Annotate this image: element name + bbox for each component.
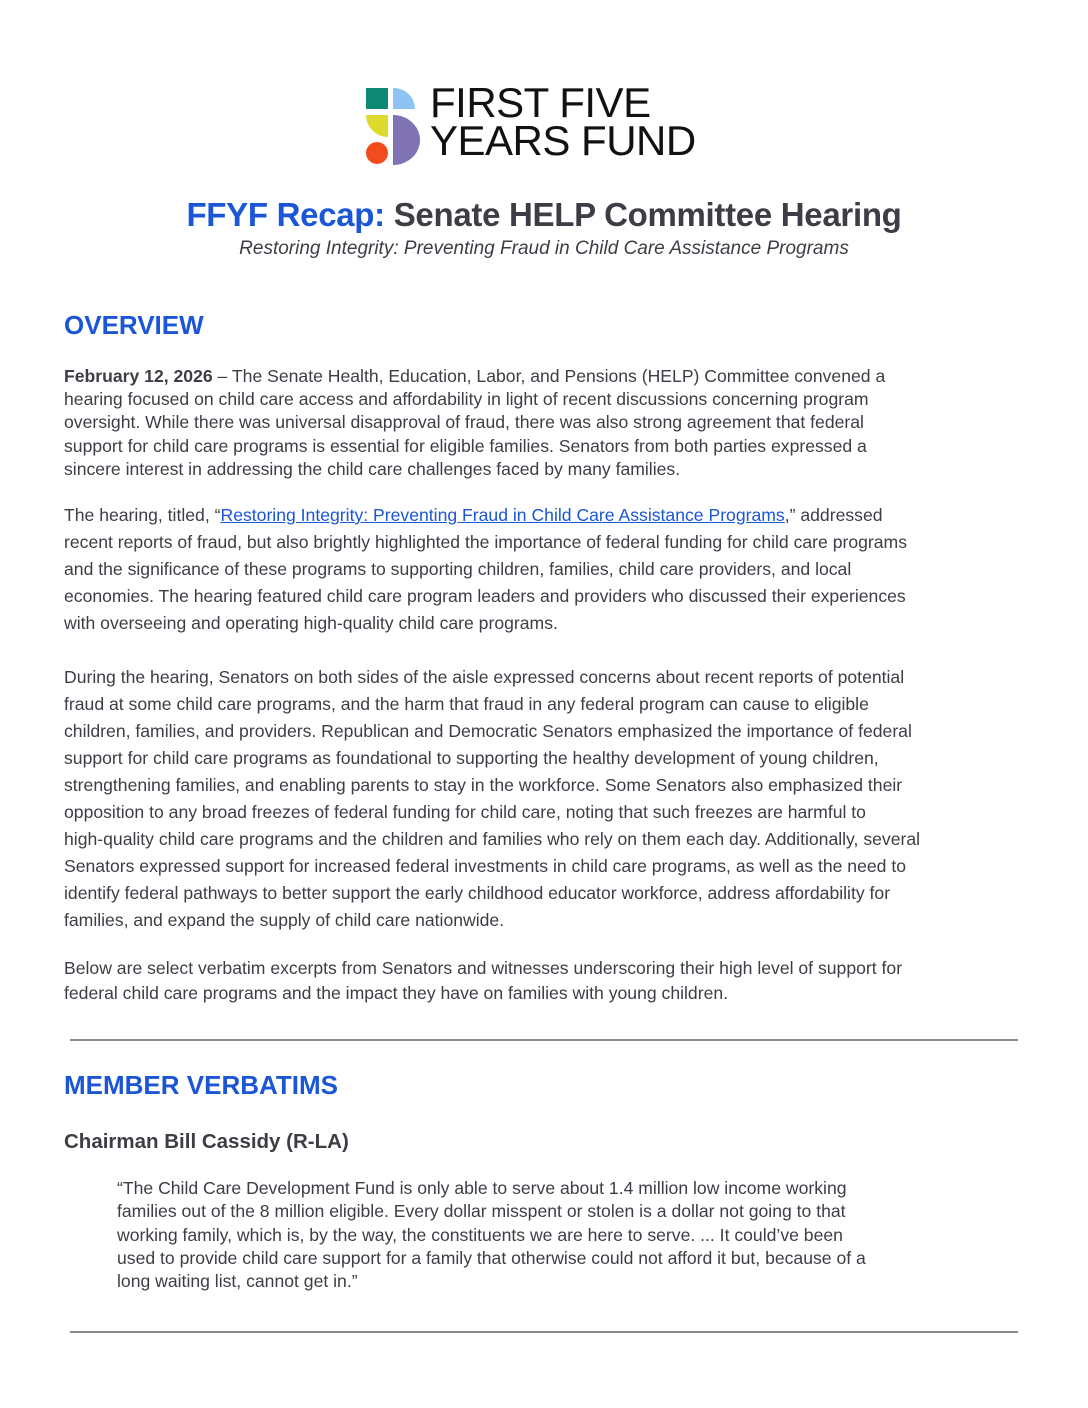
paragraph-line: opposition to any broad freezes of federal funding for child care, noting that such freezes are harmful to [64, 802, 866, 822]
paragraph-line: economies. The hearing featured child care program leaders and providers who discussed their experiences [64, 586, 906, 606]
paragraph-line: families, and expand the supply of child care nationwide. [64, 910, 505, 930]
overview-paragraph-3 [64, 664, 1029, 934]
quote-line: families out of the 8 million eligible. Every dollar misspent or stolen is a dollar not going to that [117, 1201, 846, 1222]
paragraph-line: February 12, 2026 – The Senate Health, Education, Labor, and Pensions (HELP) Committee convened a [64, 366, 886, 386]
paragraph-line: The hearing, titled, “Restoring Integrity: Preventing Fraud in Child Care Assistance Programs,” addressed [64, 505, 883, 525]
paragraph-line: children, families, and providers. Republican and Democratic Senators emphasized the importance of federal [64, 721, 912, 741]
paragraph-line: recent reports of fraud, but also brightly highlighted the importance of federal funding for child care programs [64, 532, 908, 552]
hearing-title-link[interactable]: Restoring Integrity: Preventing Fraud in Child Care Assistance Programs [220, 505, 785, 525]
logo-yellow-quarter-circle-icon [366, 115, 388, 137]
paragraph-line: support for child care programs is essential for eligible families. Senators from both parties expressed a [64, 435, 867, 456]
paragraph-line: oversight. While there was universal disapproval of fraud, there was also strong agreement that federal [64, 412, 864, 433]
overview-heading: OVERVIEW [64, 310, 204, 340]
page-title [0, 196, 1088, 234]
paragraph-line: identify federal pathways to better support the early childhood educator workforce, address affordability for [64, 883, 891, 903]
speaker-name: Chairman Bill Cassidy (R-LA) [64, 1130, 349, 1153]
paragraph-line: federal child care programs and the impact they have on families with young children. [64, 983, 729, 1003]
paragraph-line: hearing focused on child care access and affordability in light of recent discussions concerning program [64, 389, 869, 410]
speaker-quote [117, 1177, 997, 1293]
first-five-years-fund-logo [366, 79, 726, 168]
logo-red-circle-icon [366, 142, 388, 164]
logo-line-1: FIRST FIVE [430, 79, 651, 126]
logo-teal-square-icon [366, 88, 388, 109]
paragraph-line: and the significance of these programs to supporting children, families, child care providers, and local [64, 559, 852, 579]
hearing-date: February 12, 2026 [64, 366, 213, 386]
logo-purple-half-circle-icon [393, 115, 420, 165]
member-verbatims-heading: MEMBER VERBATIMS [64, 1070, 338, 1100]
overview-paragraph-4 [64, 956, 1029, 1006]
overview-paragraph-2 [64, 502, 1029, 637]
paragraph-line: During the hearing, Senators on both sides of the aisle expressed concerns about recent reports of potential [64, 667, 905, 687]
paragraph-line: Below are select verbatim excerpts from Senators and witnesses underscoring their high level of support for [64, 958, 903, 978]
paragraph-line: support for child care programs as foundational to supporting the healthy development of young children, [64, 748, 879, 768]
logo-line-2: YEARS FUND [430, 117, 696, 164]
section-divider [70, 1039, 1018, 1041]
page-subtitle: Restoring Integrity: Preventing Fraud in Child Care Assistance Programs [239, 238, 849, 259]
overview-paragraph-1 [64, 365, 1029, 481]
title-main: Senate HELP Committee Hearing [384, 196, 902, 233]
quote-line: working family, which is, by the way, the constituents we are here to serve. ... It could’ve been [117, 1224, 843, 1245]
quote-line: “The Child Care Development Fund is only able to serve about 1.4 million low income working [117, 1178, 847, 1198]
section-divider [70, 1331, 1018, 1333]
logo-mark-icon [366, 86, 422, 166]
logo-blue-quarter-circle-icon [393, 88, 415, 109]
paragraph-line: high-quality child care programs and the children and families who rely on them each day. Additionally, several [64, 829, 921, 849]
paragraph-line: strengthening families, and enabling parents to stay in the workforce. Some Senators also emphasized their [64, 775, 903, 795]
title-accent: FFYF Recap: [186, 196, 385, 233]
quote-line: long waiting list, cannot get in.” [117, 1271, 358, 1292]
paragraph-line: fraud at some child care programs, and the harm that fraud in any federal program can cause to eligible [64, 694, 869, 714]
quote-line: used to provide child care support for a family that otherwise could not afford it but, because of a [117, 1247, 866, 1268]
paragraph-line: with overseeing and operating high-quality child care programs. [64, 613, 558, 633]
paragraph-line: sincere interest in addressing the child care challenges faced by many families. [64, 458, 681, 479]
logo-wordmark [430, 79, 696, 164]
paragraph-line: Senators expressed support for increased federal investments in child care programs, as well as the need to [64, 856, 907, 876]
